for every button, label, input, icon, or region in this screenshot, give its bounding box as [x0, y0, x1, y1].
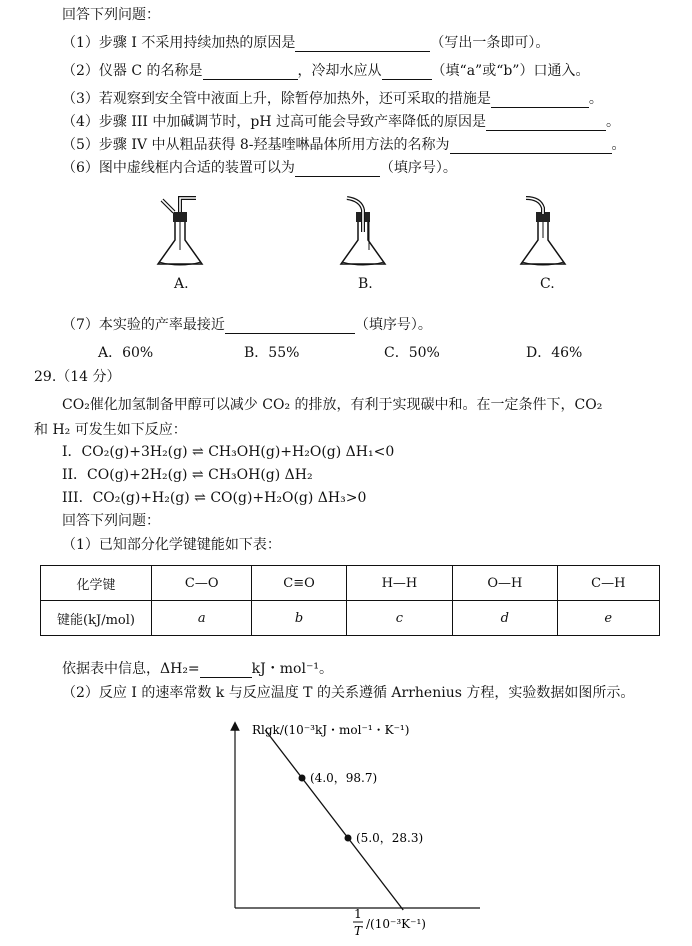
answer-blank-q6[interactable]: [295, 162, 380, 177]
q29-intro-line3: 回答下列问题：: [62, 513, 160, 529]
fit-line: [265, 730, 403, 910]
table-header-cell: O—H: [453, 566, 557, 601]
x-axis-label-numerator: 1: [354, 907, 362, 921]
q29-part1-answer-text: 依据表中信息，ΔH₂=: [62, 661, 200, 677]
q29-intro-line1: CO₂催化加氢制备甲醇可以减少 CO₂ 的排放，有利于实现碳中和。在一定条件下，CO₂: [62, 397, 603, 413]
q28-5: （5）步骤 IV 中从粗品获得 8-羟基喹啉晶体所用方法的名称为 。: [62, 137, 626, 153]
q29-part1: （1）已知部分化学键键能如下表：: [62, 537, 281, 553]
table-cell: d: [453, 601, 557, 636]
q7-option-b: B．55%: [244, 345, 300, 361]
table-header-cell: C—O: [152, 566, 252, 601]
table-cell: c: [346, 601, 452, 636]
table-header-row: [41, 566, 660, 601]
data-point: [345, 835, 352, 842]
q28-2-tail: （填“a”或“b”）口通入。: [431, 63, 590, 79]
q7-option-d: D．46%: [526, 345, 583, 361]
q28-6-tail: （填序号）。: [379, 160, 457, 176]
answer-blank-q3[interactable]: [491, 93, 589, 108]
answer-blank-q1[interactable]: [295, 37, 430, 52]
q7-option-a: A．60%: [98, 345, 154, 361]
q28-2-text: （2）仪器 C 的名称是: [62, 63, 203, 79]
table-header-cell: H—H: [346, 566, 452, 601]
answer-blank-dh2[interactable]: [200, 663, 252, 678]
data-points: [299, 771, 424, 845]
table-row: [41, 601, 660, 636]
q28-5-text: （5）步骤 IV 中从粗品获得 8-羟基喹啉晶体所用方法的名称为: [62, 137, 450, 153]
q28-7-text: （7）本实验的产率最接近: [62, 317, 225, 333]
table-header-cell: C≡O: [252, 566, 346, 601]
q28-6: [62, 159, 457, 177]
data-point-label: (4.0，98.7): [310, 771, 378, 785]
flask-a-label: A.: [174, 276, 189, 292]
table-header-cell: 化学键: [41, 566, 152, 601]
flask-a-image: [140, 192, 220, 272]
table-cell: e: [557, 601, 659, 636]
q28-2: [62, 62, 589, 80]
flask-c-label: C.: [540, 276, 555, 292]
bond-energy-table: [40, 565, 660, 636]
q28-1-text: （1）步骤 I 不采用持续加热的原因是: [62, 35, 296, 51]
table-cell: a: [152, 601, 252, 636]
reaction-1: I．CO₂(g)+3H₂(g) ⇌ CH₃OH(g)+H₂O(g) ΔH₁<0: [62, 444, 395, 460]
q29-part2: （2）反应 I 的速率常数 k 与反应温度 T 的关系遵循 Arrhenius 方程，实验数据如图所示。: [62, 685, 635, 701]
q28-4: （4）步骤 III 中加碱调节时，pH 过高可能会导致产率降低的原因是 。: [62, 114, 621, 130]
q28-7: [62, 316, 432, 334]
q28-3: （3）若观察到安全管中液面上升，除暂停加热外，还可采取的措施是 。: [62, 91, 603, 107]
q28-4-text: （4）步骤 III 中加碱调节时，pH 过高可能会导致产率降低的原因是: [62, 114, 487, 130]
q28-2-mid: ，冷却水应从: [297, 63, 382, 79]
data-point-label: (5.0，28.3): [356, 831, 424, 845]
answer-blank-q5[interactable]: [450, 139, 612, 154]
q29-intro-line2: 和 H₂ 可发生如下反应：: [34, 422, 187, 438]
data-point: [299, 775, 306, 782]
flask-b-image: [325, 192, 405, 272]
table-row-label: 键能(kJ/mol): [41, 601, 152, 636]
answer-blank-q2b[interactable]: [382, 65, 432, 80]
arrhenius-chart: [200, 718, 500, 943]
flask-b-label: B.: [358, 276, 373, 292]
table-header-cell: C—H: [557, 566, 659, 601]
reaction-3: III．CO₂(g)+H₂(g) ⇌ CO(g)+H₂O(g) ΔH₃>0: [62, 490, 367, 506]
q28-intro: 回答下列问题：: [62, 7, 160, 23]
q28-3-text: （3）若观察到安全管中液面上升，除暂停加热外，还可采取的措施是: [62, 91, 491, 107]
q28-6-text: （6）图中虚线框内合适的装置可以为: [62, 160, 295, 176]
x-axis-label-unit: /(10⁻³K⁻¹): [366, 917, 426, 931]
q29-header: 29.（14 分）: [34, 369, 121, 385]
q28-1: [62, 34, 549, 52]
y-axis-label: Rlgk/(10⁻³kJ・mol⁻¹・K⁻¹): [252, 723, 410, 737]
x-axis-label-denominator: T: [353, 924, 363, 938]
q28-7-tail: （填序号）。: [354, 317, 432, 333]
answer-blank-q7[interactable]: [225, 319, 355, 334]
answer-blank-q2a[interactable]: [203, 65, 298, 80]
q29-part1-answer: [62, 660, 333, 678]
q29-part1-answer-unit: kJ・mol⁻¹。: [251, 661, 333, 677]
q28-1-tail: （写出一条即可）。: [430, 35, 550, 51]
flask-c-image: [500, 192, 580, 272]
table-cell: b: [252, 601, 346, 636]
answer-blank-q4[interactable]: [486, 116, 606, 131]
q7-option-c: C．50%: [384, 345, 440, 361]
reaction-2: II．CO(g)+2H₂(g) ⇌ CH₃OH(g) ΔH₂: [62, 467, 313, 483]
